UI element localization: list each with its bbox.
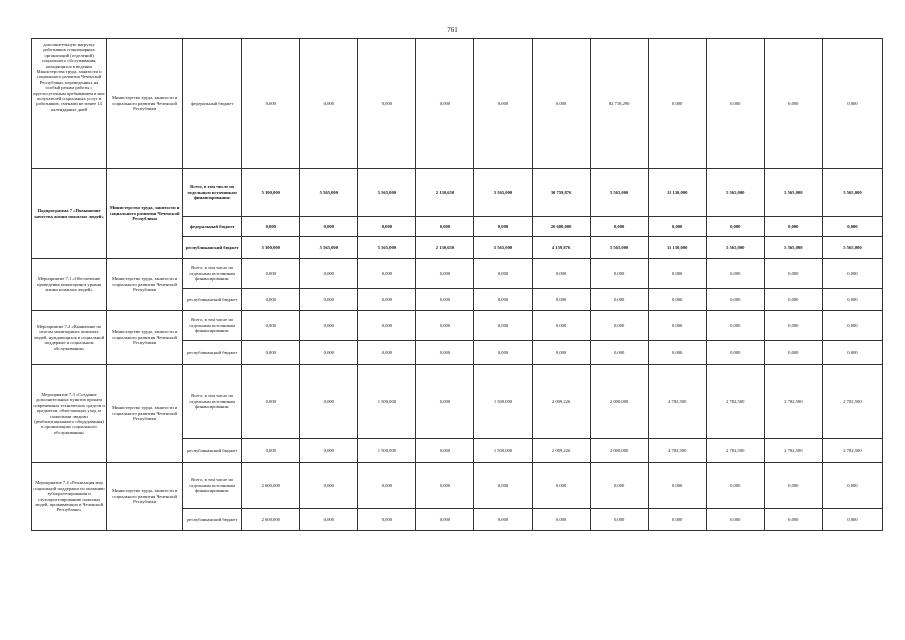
amount-cell: 4 782,500 <box>648 365 706 439</box>
executor-cell: Министерство труда, занятости и социального развития Чеченской Республики <box>107 463 183 531</box>
amount-cell: 5 565,000 <box>822 169 882 217</box>
amount-cell: 0,000 <box>358 217 416 237</box>
amount-cell: 0,000 <box>590 463 648 509</box>
amount-cell: 0,000 <box>764 311 822 341</box>
amount-cell: 0,000 <box>300 509 358 531</box>
table-row <box>32 311 883 341</box>
amount-cell: 0,000 <box>416 463 474 509</box>
funding-source-cell: федеральный бюджет <box>183 39 242 169</box>
funding-source-cell: Всего, в том числе по отдельным источникам финансирования: <box>183 365 242 439</box>
amount-cell: 2 782,500 <box>706 365 764 439</box>
amount-cell: 0,000 <box>416 311 474 341</box>
funding-source-cell: республиканский бюджет <box>183 237 242 259</box>
amount-cell: 0,000 <box>822 341 882 365</box>
amount-cell: 0,000 <box>706 289 764 311</box>
amount-cell: 0,000 <box>706 259 764 289</box>
amount-cell: 26 600,000 <box>532 217 590 237</box>
amount-cell: 0,000 <box>416 341 474 365</box>
page-number: 761 <box>447 26 458 34</box>
amount-cell: 5 565,000 <box>706 169 764 217</box>
amount-cell: 0,000 <box>358 509 416 531</box>
amount-cell: 0,000 <box>648 289 706 311</box>
program-name-cell: Мероприятие 7.4 «Реализация мер социальной поддержки по оказанию зубопротезирования и слухопротезированию пожилых людей, проживающих в Чеченской Республике» <box>32 463 107 531</box>
amount-cell: 4 159,876 <box>532 237 590 259</box>
amount-cell: 0,000 <box>474 259 532 289</box>
amount-cell: 2 000,000 <box>590 439 648 463</box>
amount-cell: 2 600,000 <box>242 509 300 531</box>
amount-cell: 2 782,500 <box>822 439 882 463</box>
amount-cell: 0,000 <box>532 259 590 289</box>
amount-cell: 5 565,000 <box>590 169 648 217</box>
amount-cell: 0,000 <box>532 509 590 531</box>
amount-cell: 0,000 <box>474 341 532 365</box>
amount-cell: 0,000 <box>474 463 532 509</box>
budget-table <box>31 38 883 531</box>
amount-cell: 0,000 <box>764 289 822 311</box>
amount-cell: 0,000 <box>416 365 474 439</box>
amount-cell: 0,000 <box>822 289 882 311</box>
funding-source-cell: республиканский бюджет <box>183 439 242 463</box>
amount-cell: 0,000 <box>532 39 590 169</box>
table-row <box>32 463 883 509</box>
amount-cell: 0,000 <box>300 341 358 365</box>
amount-cell: 0,000 <box>358 289 416 311</box>
amount-cell: 5 565,000 <box>822 237 882 259</box>
amount-cell: 5 565,000 <box>358 169 416 217</box>
amount-cell: 0,000 <box>242 259 300 289</box>
amount-cell: 0,000 <box>590 341 648 365</box>
amount-cell: 0,000 <box>532 289 590 311</box>
table-row <box>32 169 883 217</box>
amount-cell: 2 782,500 <box>764 439 822 463</box>
amount-cell: 5 300,000 <box>242 237 300 259</box>
amount-cell: 1 500,000 <box>474 439 532 463</box>
amount-cell: 5 565,000 <box>764 237 822 259</box>
amount-cell: 11 130,000 <box>648 169 706 217</box>
amount-cell: 0,000 <box>242 289 300 311</box>
amount-cell: 0,000 <box>706 463 764 509</box>
executor-cell: Министерство труда, занятости и социального развития Чеченской Республики <box>107 365 183 463</box>
amount-cell: 0,000 <box>822 311 882 341</box>
amount-cell: 0,000 <box>590 311 648 341</box>
amount-cell: 0,000 <box>300 365 358 439</box>
amount-cell: 0,000 <box>300 439 358 463</box>
amount-cell: 4 782,500 <box>648 439 706 463</box>
amount-cell: 0,000 <box>764 509 822 531</box>
amount-cell: 0,000 <box>822 39 882 169</box>
amount-cell: 0,000 <box>300 259 358 289</box>
amount-cell: 0,000 <box>706 311 764 341</box>
amount-cell: 0,000 <box>648 463 706 509</box>
amount-cell: 0,000 <box>648 341 706 365</box>
executor-cell: Министерство труда, занятости и социального развития Чеченской Республики <box>107 311 183 365</box>
amount-cell: 2 009,226 <box>532 439 590 463</box>
amount-cell: 0,000 <box>648 509 706 531</box>
amount-cell: 0,000 <box>474 39 532 169</box>
amount-cell: 0,000 <box>242 39 300 169</box>
amount-cell: 0,000 <box>764 463 822 509</box>
amount-cell: 0,000 <box>648 217 706 237</box>
amount-cell: 2 782,500 <box>706 439 764 463</box>
amount-cell: 0,000 <box>358 259 416 289</box>
amount-cell: 0,000 <box>242 217 300 237</box>
amount-cell: 2 782,500 <box>764 365 822 439</box>
amount-cell: 0,000 <box>764 39 822 169</box>
amount-cell: 2 130,650 <box>416 237 474 259</box>
amount-cell: 0,000 <box>242 365 300 439</box>
funding-source-cell: Всего, в том числе по отдельным источникам финансирования: <box>183 463 242 509</box>
amount-cell: 0,000 <box>648 39 706 169</box>
amount-cell: 0,000 <box>764 217 822 237</box>
amount-cell: 0,000 <box>706 341 764 365</box>
amount-cell: 0,000 <box>300 39 358 169</box>
amount-cell: 0,000 <box>822 509 882 531</box>
amount-cell: 5 565,000 <box>358 237 416 259</box>
executor-cell: Министерство труда, занятости и социального развития Чеченской Республики <box>107 39 183 169</box>
funding-source-cell: федеральный бюджет <box>183 217 242 237</box>
executor-cell: Министерство труда, занятости и социального развития Чеченской Республики <box>107 259 183 311</box>
program-name-cell: Подпрограмма 7 «Повышение качества жизни пожилых людей» <box>32 169 107 259</box>
program-name-cell: Мероприятие 7.1 «Обеспечение проведения мониторинга уровня жизни пожилых людей» <box>32 259 107 311</box>
amount-cell: 0,000 <box>358 341 416 365</box>
amount-cell: 0,000 <box>822 217 882 237</box>
amount-cell: 0,000 <box>532 463 590 509</box>
program-name-cell: Мероприятие 7.3 «Создание дополнительных пунктов проката современных технических средств и предметов, облегчающих уход за пожилыми людьми (реабилитационного оборудования) в организациях социального обслуживания» <box>32 365 107 463</box>
amount-cell: 0,000 <box>416 289 474 311</box>
amount-cell: 0,000 <box>764 341 822 365</box>
amount-cell: 0,000 <box>300 311 358 341</box>
program-name-cell: Мероприятие 7.2 «Выявление по итогам мониторинга пожилых людей, нуждающихся в социальной поддержке и социальном обслуживании» <box>32 311 107 365</box>
amount-cell: 1 500,000 <box>358 439 416 463</box>
amount-cell: 2 009,226 <box>532 365 590 439</box>
amount-cell: 0,000 <box>706 509 764 531</box>
amount-cell: 0,000 <box>300 289 358 311</box>
amount-cell: 5 565,000 <box>764 169 822 217</box>
amount-cell: 2 130,650 <box>416 169 474 217</box>
amount-cell: 82 718,290 <box>590 39 648 169</box>
amount-cell: 0,000 <box>474 509 532 531</box>
funding-source-cell: республиканский бюджет <box>183 289 242 311</box>
amount-cell: 0,000 <box>590 289 648 311</box>
amount-cell: 5 565,000 <box>590 237 648 259</box>
amount-cell: 0,000 <box>416 39 474 169</box>
amount-cell: 0,000 <box>242 311 300 341</box>
amount-cell: 0,000 <box>474 217 532 237</box>
amount-cell: 0,000 <box>822 463 882 509</box>
amount-cell: 0,000 <box>416 509 474 531</box>
amount-cell: 5 565,000 <box>474 169 532 217</box>
amount-cell: 0,000 <box>474 289 532 311</box>
amount-cell: 0,000 <box>358 463 416 509</box>
executor-cell: Министерство труда, занятости и социального развития Чеченской Республики <box>107 169 183 259</box>
funding-source-cell: Всего, в том числе по отдельным источникам финансирования: <box>183 259 242 289</box>
amount-cell: 5 565,000 <box>706 237 764 259</box>
amount-cell: 0,000 <box>300 463 358 509</box>
amount-cell: 0,000 <box>822 259 882 289</box>
amount-cell: 5 565,000 <box>474 237 532 259</box>
amount-cell: 5 565,000 <box>300 237 358 259</box>
amount-cell: 0,000 <box>532 341 590 365</box>
funding-source-cell: Всего, в том числе по отдельным источникам финансирования: <box>183 169 242 217</box>
amount-cell: 0,000 <box>706 39 764 169</box>
table-row <box>32 39 883 169</box>
amount-cell: 0,000 <box>242 439 300 463</box>
amount-cell: 0,000 <box>474 311 532 341</box>
amount-cell: 0,000 <box>590 259 648 289</box>
amount-cell: 0,000 <box>416 439 474 463</box>
table-row <box>32 365 883 439</box>
amount-cell: 2 600,000 <box>242 463 300 509</box>
amount-cell: 0,000 <box>416 259 474 289</box>
amount-cell: 0,000 <box>764 259 822 289</box>
amount-cell: 2 782,500 <box>822 365 882 439</box>
amount-cell: 0,000 <box>416 217 474 237</box>
amount-cell: 0,000 <box>648 311 706 341</box>
amount-cell: 0,000 <box>706 217 764 237</box>
amount-cell: 0,000 <box>590 509 648 531</box>
amount-cell: 0,000 <box>648 259 706 289</box>
amount-cell: 1 500,000 <box>358 365 416 439</box>
amount-cell: 0,000 <box>358 39 416 169</box>
program-name-cell: дополнительную нагрузку работников стационарных организаций (отделений) социального обслуживания, находящихся в ведении Министерства труда, занятости и социального развития Чеченской Республики, переведенных на особый режим работы с круглосуточным пребыванием в них получателей социальных услуг и работников, сменами не менее 14 календарных дней <box>32 39 107 169</box>
funding-source-cell: республиканский бюджет <box>183 509 242 531</box>
table-row <box>32 259 883 289</box>
amount-cell: 5 565,000 <box>300 169 358 217</box>
amount-cell: 11 130,000 <box>648 237 706 259</box>
amount-cell: 0,000 <box>242 341 300 365</box>
funding-source-cell: Всего, в том числе по отдельным источникам финансирования: <box>183 311 242 341</box>
amount-cell: 5 300,000 <box>242 169 300 217</box>
amount-cell: 0,000 <box>532 311 590 341</box>
amount-cell: 1 500,000 <box>474 365 532 439</box>
amount-cell: 0,000 <box>300 217 358 237</box>
funding-source-cell: республиканский бюджет <box>183 341 242 365</box>
amount-cell: 30 759,876 <box>532 169 590 217</box>
amount-cell: 0,000 <box>358 311 416 341</box>
amount-cell: 0,000 <box>590 217 648 237</box>
amount-cell: 2 000,000 <box>590 365 648 439</box>
